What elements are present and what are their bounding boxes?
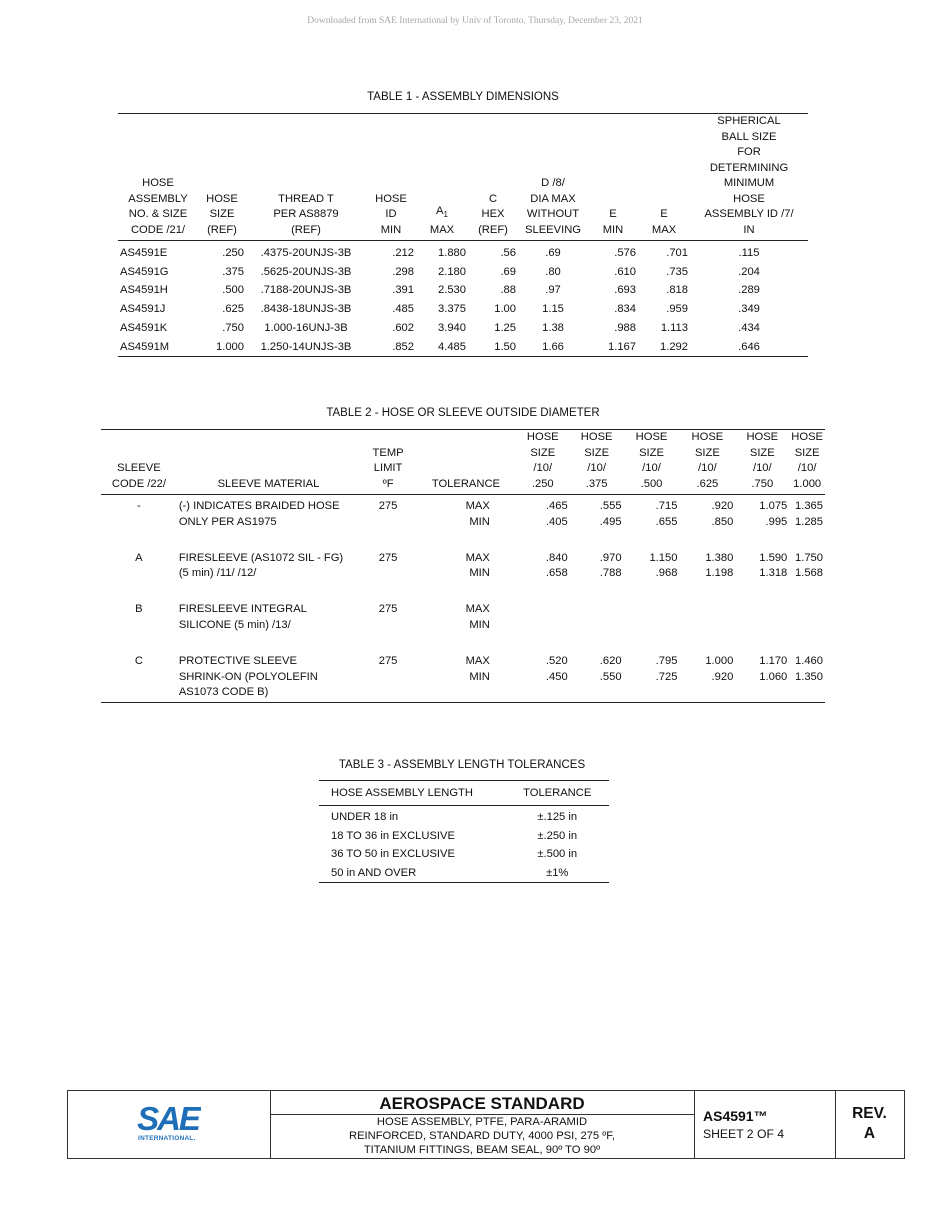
header-spherical-ball: SPHERICAL BALL SIZE FOR DETERMINING MINIMUM HOSE ASSEMBLY ID /7/ IN	[690, 114, 808, 241]
header-hose-assembly-length: HOSE ASSEMBLY LENGTH	[319, 781, 505, 806]
document-number-cell	[694, 1091, 836, 1158]
table-row: AS4591E .250 .4375-20UNJS-3B .212 1.880 .56 .69 .576 .701 .115	[118, 241, 808, 263]
table-row: C PROTECTIVE SLEEVE SHRINK-ON (POLYOLEFIN AS1073 CODE B) 275 MAX MIN .520 .450 .620 .550 .795 .725 1.000 .920 1.170 1.060 1.460 1.350	[101, 654, 825, 703]
standard-description: HOSE ASSEMBLY, PTFE, PARA-ARAMID REINFORCED, STANDARD DUTY, 4000 PSI, 275 ºF, TITANIUM FITTINGS, BEAM SEAL, 90º TO 90º	[348, 1116, 616, 1156]
table-row: 36 TO 50 in EXCLUSIVE ±.500 in	[331, 848, 578, 860]
sleeve-code: B	[135, 603, 143, 616]
header-assembly-code: HOSE ASSEMBLY NO. & SIZE CODE /21/	[118, 114, 198, 241]
table-row: AS4591J .625 .8438-18UNJS-3B .485 3.375 1.00 1.15 .834 .959 .349	[118, 300, 808, 319]
assembly-code: AS4591K	[120, 321, 168, 334]
table-row: UNDER 18 in ±.125 in	[331, 811, 578, 823]
table2-caption: TABLE 2 - HOSE OR SLEEVE OUTSIDE DIAMETER	[326, 407, 600, 419]
header-sleeve-material: SLEEVE MATERIAL	[177, 430, 360, 495]
header-c-hex: C HEX (REF)	[468, 114, 518, 241]
assembly-dimensions-table	[118, 113, 808, 357]
header-tolerance: TOLERANCE	[416, 430, 516, 495]
sae-logo-icon	[135, 1101, 201, 1135]
header-hose-size-375: HOSE SIZE /10/ .375	[570, 430, 624, 495]
sleeve-code: -	[137, 500, 141, 512]
revision-cell	[835, 1091, 904, 1158]
standard-title: AEROSPACE STANDARD	[270, 1091, 694, 1115]
download-note: Downloaded from SAE International by Univ of Toronto, Thursday, December 23, 2021	[307, 16, 643, 26]
assembly-code: AS4591E	[120, 247, 168, 259]
hose-sleeve-od-table	[101, 429, 825, 703]
title-block	[67, 1090, 905, 1159]
sleeve-code: A	[135, 551, 143, 564]
table-row: - (-) INDICATES BRAIDED HOSE ONLY PER AS1975 275 MAX MIN .465 .405 .555 .495 .715 .655 .920 .850 1.075 .995 1.365 1.285	[101, 495, 825, 531]
sleeve-code: C	[134, 654, 143, 667]
sheet-number: SHEET 2 OF 4	[703, 1127, 785, 1141]
assembly-code: AS4591M	[120, 340, 170, 353]
table-row: AS4591H .500 .7188-20UNJS-3B .391 2.530 .88 .97 .693 .818 .289	[118, 281, 808, 300]
table-row: 50 in AND OVER ±1%	[331, 866, 569, 879]
table-row: AS4591K .750 1.000-16UNJ-3B .602 3.940 1.25 1.38 .988 1.113 .434	[118, 319, 808, 338]
table3-caption: TABLE 3 - ASSEMBLY LENGTH TOLERANCES	[338, 759, 586, 771]
header-sleeve-code: SLEEVE CODE /22/	[101, 430, 177, 495]
header-hose-size-750: HOSE SIZE /10/ .750	[735, 430, 789, 495]
assembly-code: AS4591H	[120, 284, 168, 297]
assembly-code: AS4591J	[120, 303, 166, 316]
header-hose-size-1000: HOSE SIZE /10/ 1.000	[789, 430, 825, 495]
header-hose-size: HOSE SIZE (REF)	[198, 114, 246, 241]
title-cell	[270, 1091, 695, 1158]
header-d-dia: D /8/ DIA MAX WITHOUT SLEEVING	[518, 114, 588, 241]
assembly-code: AS4591G	[120, 265, 169, 278]
table-row: AS4591G .375 .5625-20UNJS-3B .298 2.180 .69 .80 .610 .735 .204	[118, 263, 808, 282]
header-temp-limit: TEMP LIMIT ºF	[360, 430, 416, 495]
document-number: AS4591™	[703, 1108, 768, 1124]
table-row: 18 TO 36 in EXCLUSIVE ±.250 in	[331, 829, 578, 842]
header-e-max: E MAX	[638, 114, 690, 241]
header-hose-id: HOSE ID MIN	[366, 114, 416, 241]
header-length-tolerance: TOLERANCE	[505, 781, 609, 806]
sae-logo-cell	[68, 1091, 271, 1158]
length-tolerance-table	[319, 780, 609, 883]
header-hose-size-500: HOSE SIZE /10/ .500	[624, 430, 680, 495]
header-hose-size-250: HOSE SIZE /10/ .250	[516, 430, 570, 495]
logo-subtext: INTERNATIONAL.	[138, 1135, 196, 1142]
svg-text:SAE: SAE	[137, 1101, 199, 1135]
header-a1: $A_1$ MAX	[416, 114, 468, 241]
header-e-min: E MIN	[588, 114, 638, 241]
table-row: AS4591M 1.000 1.250-14UNJS-3B .852 4.485 1.50 1.66 1.167 1.292 .646	[118, 338, 808, 357]
header-thread: THREAD T PER AS8879 (REF)	[246, 114, 366, 241]
header-hose-size-625: HOSE SIZE /10/ .625	[679, 430, 735, 495]
table-row: A FIRESLEEVE (AS1072 SIL - FG) (5 min) /11/ /12/ 275 MAX MIN .840 .658 .970 .788 1.150 .968 1.380 1.198 1.590 1.318 1.750 1.568	[101, 551, 825, 583]
table1-caption: TABLE 1 - ASSEMBLY DIMENSIONS	[367, 91, 559, 103]
revision: REV. A	[852, 1105, 887, 1142]
table-row: B FIRESLEEVE INTEGRAL SILICONE (5 min) /13/ 275 MAX MIN	[101, 602, 825, 634]
